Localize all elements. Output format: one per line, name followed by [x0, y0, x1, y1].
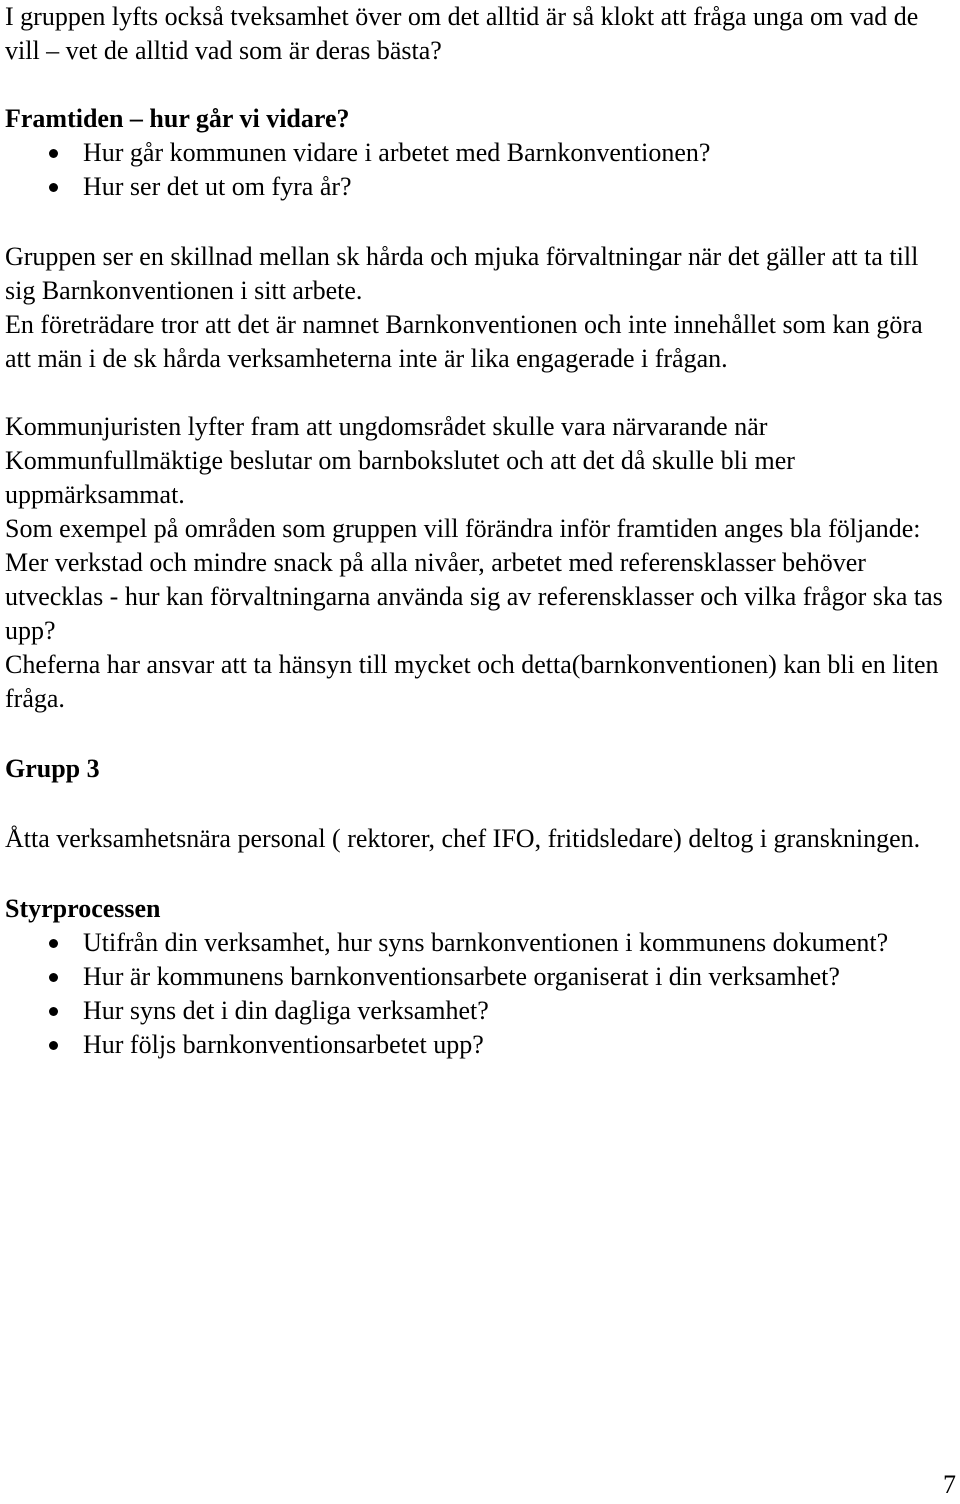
list-item — [5, 136, 955, 170]
list-item-text: Hur är kommunens barnkonventionsarbete organiserat i din verksamhet? — [83, 962, 840, 991]
list-item-text: Hur ser det ut om fyra år? — [83, 172, 352, 201]
list-item — [5, 170, 955, 204]
section-heading-steering: Styrprocessen — [5, 894, 161, 923]
document-page — [5, 0, 955, 1062]
paragraph-group3-description: Åtta verksamhetsnära personal ( rektorer, chef IFO, fritidsledare) deltog i granskningen. — [5, 824, 921, 853]
spacer — [5, 856, 955, 892]
paragraph-chefs: Cheferna har ansvar att ta hänsyn till mycket och detta(barnkonventionen) kan bli en liten fråga. — [5, 650, 939, 713]
spacer — [5, 786, 955, 822]
bullet-icon — [49, 183, 58, 192]
list-item — [5, 960, 955, 994]
list-item — [5, 994, 955, 1028]
paragraph-name: En företrädare tror att det är namnet Barnkonventionen och inte innehållet som kan göra att män i de sk hårda verksamheterna inte är lika engagerade i frågan. — [5, 310, 923, 373]
bullet-icon — [49, 149, 58, 158]
bullet-icon — [49, 939, 58, 948]
paragraph-hard-soft: Gruppen ser en skillnad mellan sk hårda och mjuka förvaltningar när det gäller att ta till sig Barnkonventionen i sitt arbete. — [5, 242, 919, 305]
spacer — [5, 204, 955, 240]
list-item-text: Hur följs barnkonventionsarbetet upp? — [83, 1030, 484, 1059]
list-item-text: Hur syns det i din dagliga verksamhet? — [83, 996, 489, 1025]
list-item — [5, 926, 955, 960]
spacer — [5, 376, 955, 410]
bullet-icon — [49, 1007, 58, 1016]
intro-paragraph: I gruppen lyfts också tveksamhet över om det alltid är så klokt att fråga unga om vad de vill – vet de alltid vad som är deras bästa? — [5, 2, 919, 65]
bullet-icon — [49, 973, 58, 982]
steering-bullet-list — [5, 926, 955, 1062]
paragraph-examples: Som exempel på områden som gruppen vill förändra inför framtiden anges bla följande: — [5, 514, 921, 543]
section-heading-future: Framtiden – hur går vi vidare? — [5, 104, 350, 133]
page-number: 7 — [943, 1470, 956, 1499]
list-item — [5, 1028, 955, 1062]
bullet-icon — [49, 1041, 58, 1050]
future-bullet-list — [5, 136, 955, 204]
list-item-text: Utifrån din verksamhet, hur syns barnkonventionen i kommunens dokument? — [83, 928, 889, 957]
paragraph-lawyer: Kommunjuristen lyfter fram att ungdomsrådet skulle vara närvarande när Kommunfullmäktige beslutar om barnbokslutet och att det då skulle bli mer uppmärksammat. — [5, 412, 795, 509]
spacer — [5, 68, 955, 102]
section-heading-group3: Grupp 3 — [5, 754, 100, 783]
paragraph-workshop: Mer verkstad och mindre snack på alla nivåer, arbetet med referensklasser behöver utvecklas - hur kan förvaltningarna använda sig av referensklasser och vilka frågor ska tas upp? — [5, 548, 943, 645]
spacer — [5, 716, 955, 752]
list-item-text: Hur går kommunen vidare i arbetet med Barnkonventionen? — [83, 138, 711, 167]
